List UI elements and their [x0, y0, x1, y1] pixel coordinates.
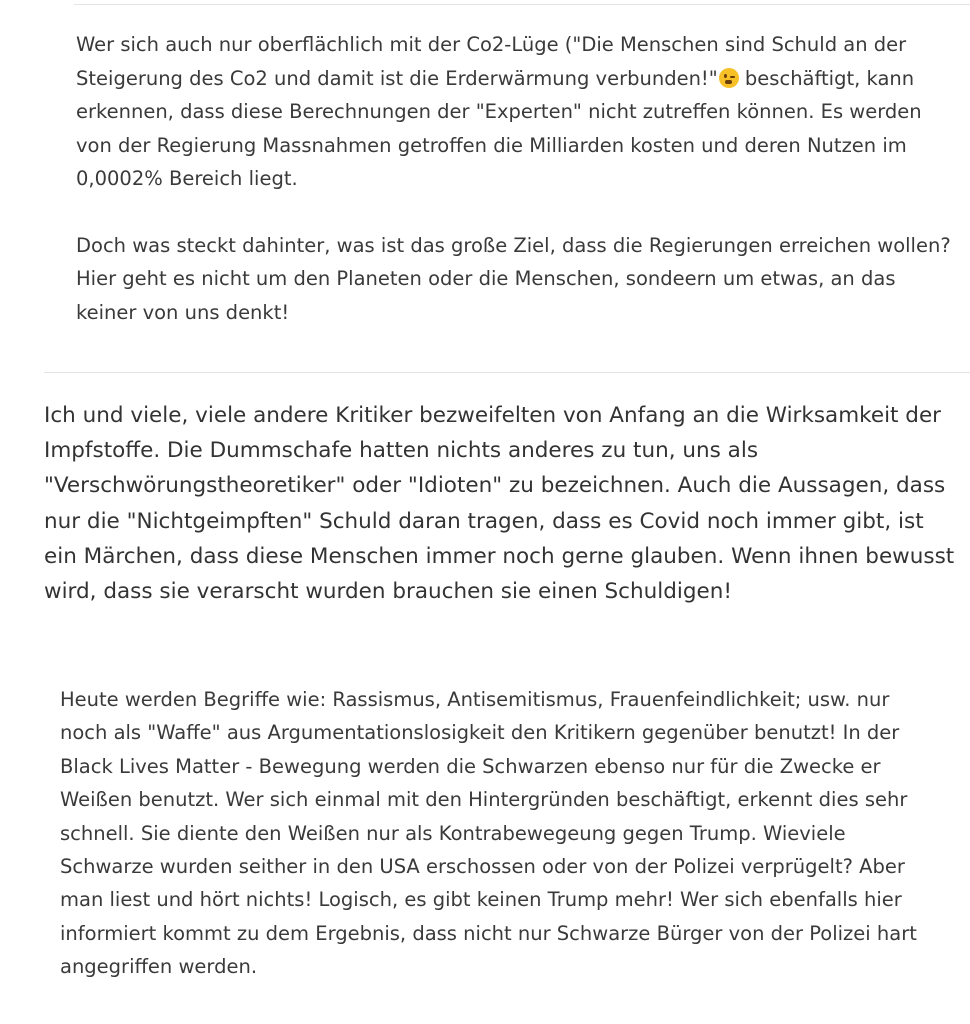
- post-co2-text-end: beschäftigt, kann erkennen, dass diese Berechnungen der "Experten" nicht zutreffen können. Es werden von der Regierung Massnahmen getroffen die Milliarden kosten und deren Nutzen im 0,0002% Bereich liegt.: [76, 66, 922, 190]
- post-divider: [44, 372, 970, 373]
- post-terms: [60, 683, 940, 984]
- post-vaccine-paragraph: Ich und viele, viele andere Kritiker bezweifelten von Anfang an die Wirksamkeit der Impfstoffe. Die Dummschafe hatten nichts anderes zu tun, uns als "Verschwörungstheoretiker" oder "Idioten" zu bezeichnen. Auch die Aussagen, dass nur die "Nichtgeimpften" Schuld daran tragen, dass es Covid noch immer gibt, ist ein Märchen, dass diese Menschen immer noch gerne glauben. Wenn ihnen bewusst wird, dass sie verarscht wurden brauchen sie einen Schuldigen!: [44, 403, 955, 605]
- post-vaccine: [44, 398, 960, 609]
- winking-face-icon: [719, 68, 739, 88]
- post-co2-paragraph-1: [76, 28, 956, 196]
- post-co2: [76, 28, 956, 329]
- post-co2-text-start: Wer sich auch nur oberflächlich mit der Co2-Lüge ("Die Menschen sind Schuld an der Steigerung des Co2 und damit ist die Erderwärmung verbunden!": [76, 33, 907, 90]
- post-terms-paragraph: Heute werden Begriffe wie: Rassismus, Antisemitismus, Frauenfeindlichkeit; usw. nur noch als "Waffe" aus Argumentationslosigkeit den Kritikern gegenüber benutzt! In der Black Lives Matter - Bewegung werden die Schwarzen ebenso nur für die Zwecke er Weißen benutzt. Wer sich einmal mit den Hintergründen beschäftigt, erkennt dies sehr schnell. Sie diente den Weißen nur als Kontrabewegeung gegen Trump. Wieviele Schwarze wurden seither in den USA erschossen oder von der Polizei verprügelt? Aber man liest und hört nichts! Logisch, es gibt keinen Trump mehr! Wer sich ebenfalls hier informiert kommt zu dem Ergebnis, dass nicht nur Schwarze Bürger von der Polizei hart angegriffen werden.: [60, 688, 917, 979]
- post-co2-paragraph-2: Doch was steckt dahinter, was ist das große Ziel, dass die Regierungen erreichen wollen? Hier geht es nicht um den Planeten oder die Menschen, sondeern um etwas, an das keiner von uns denkt!: [76, 233, 951, 324]
- top-divider: [74, 4, 970, 5]
